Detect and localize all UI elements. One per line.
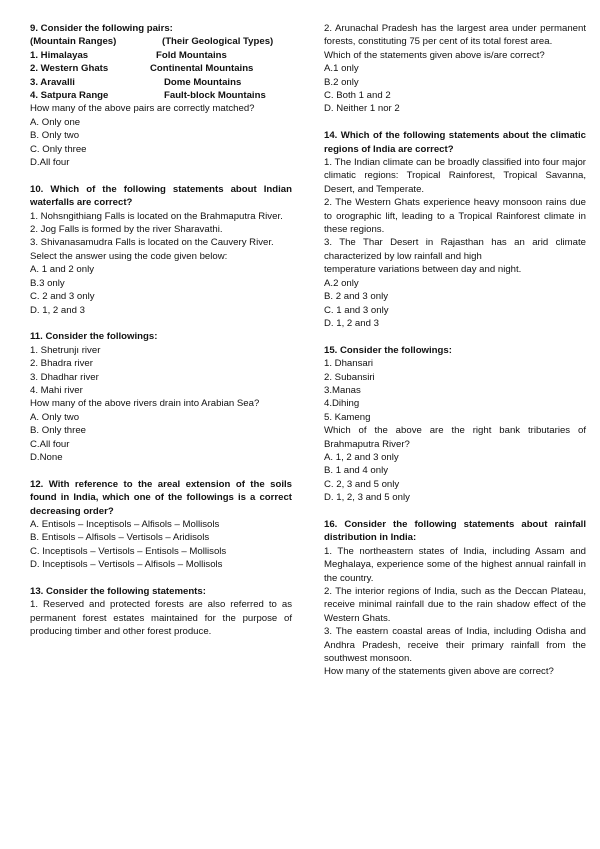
pair-header: [30, 35, 292, 48]
question-title: 12. With reference to the areal extension of the soils found in India, which one of the followings is a correct decreasing order?: [30, 478, 292, 517]
pair-row: [30, 49, 292, 62]
statement: 2. Arunachal Pradesh has the largest area under permanent forests, constituting 75 per cent of its total forest area.: [324, 23, 586, 48]
question-10: [30, 183, 292, 317]
option-c: C.All four: [30, 438, 70, 450]
option-b: B. 2 and 3 only: [324, 291, 389, 303]
question-title: 13. Consider the following statements:: [30, 586, 206, 597]
question-prompt: How many of the statements given above are correct?: [324, 666, 554, 678]
option-a: A. 1 and 2 only: [30, 264, 95, 276]
question-title: 10. Which of the following statements about Indian waterfalls are correct?: [30, 183, 292, 209]
option-b: B. Only two: [30, 130, 80, 142]
option-c: C. Both 1 and 2: [324, 90, 391, 102]
list-item: 1. Shetrunjı river: [30, 344, 101, 356]
right-column: [324, 22, 586, 692]
question-prompt: Select the answer using the code given below:: [30, 250, 228, 262]
question-prompt: Which of the statements given above is/are correct?: [324, 49, 545, 61]
list-item: 2. Subansiri: [324, 371, 375, 383]
question-16: [324, 518, 586, 679]
list-item: 2. Bhadra river: [30, 358, 93, 370]
header-geological-types: (Their Geological Types): [162, 36, 274, 48]
question-11: [30, 330, 292, 464]
option-c: C. 2 and 3 only: [30, 291, 95, 303]
question-prompt: Which of the above are the right bank tributaries of Brahmaputra River?: [324, 425, 586, 450]
statement: 3. The eastern coastal areas of India, including Odisha and Andhra Pradesh, receive their primary rainfall from the southwest monsoon.: [324, 626, 586, 665]
header-mountain-ranges: (Mountain Ranges): [30, 36, 117, 48]
pair-item: 2. Western Ghats: [30, 63, 109, 75]
pair-match: Fault-block Mountains: [164, 90, 266, 102]
question-13-continued: [324, 22, 586, 116]
statement: 3. Shivanasamudra Falls is located on the Cauvery River.: [30, 237, 274, 249]
option-a: A. 1, 2 and 3 only: [324, 451, 399, 463]
statement: 1. The northeastern states of India, including Assam and Meghalaya, experience some of the highest annual rainfall in the country.: [324, 545, 586, 584]
option-a: A. Only two: [30, 411, 80, 423]
list-item: 1. Dhansari: [324, 358, 374, 370]
list-item: 3. Dhadhar river: [30, 371, 99, 383]
statement: 2. The Western Ghats experience heavy monsoon rains due to orographic lift, leading to a Tropical Rainforest climate in these regions.: [324, 197, 586, 236]
option-b: B.2 only: [324, 76, 359, 88]
statement: 2. Jog Falls is formed by the river Sharavathi.: [30, 224, 223, 236]
list-item: 3.Manas: [324, 384, 361, 396]
pair-match: Dome Mountains: [164, 76, 242, 88]
pair-item: 3. Aravalli: [30, 76, 75, 88]
statement: 1. Reserved and protected forests are also referred to as permanent forest estates maintained for the purpose of producing timber and other forest produce.: [30, 599, 292, 638]
option-b: B.3 only: [30, 277, 65, 289]
pair-item: 4. Satpura Range: [30, 90, 109, 102]
option-c: C. 1 and 3 only: [324, 304, 389, 316]
statement: 2. The interior regions of India, such as the Deccan Plateau, receive minimal rainfall due to the rain shadow effect of the Western Ghats.: [324, 586, 586, 624]
pair-item: 1. Himalayas: [30, 49, 89, 61]
pair-match: Fold Mountains: [156, 49, 227, 61]
option-d: D. Inceptisols – Vertisols – Alfisols – Mollisols: [30, 559, 223, 571]
option-d: D. Neither 1 nor 2: [324, 103, 400, 115]
statement: 1. The Indian climate can be broadly classified into four major climatic regions: Tropical Rainforest, Tropical Savanna, Desert, and Temperate.: [324, 157, 586, 195]
option-c: C. Inceptisols – Vertisols – Entisols – Mollisols: [30, 545, 227, 557]
option-d: D. 1, 2 and 3: [30, 304, 85, 316]
statement: temperature variations between day and night.: [324, 264, 522, 276]
option-d: D. 1, 2 and 3: [324, 317, 379, 329]
question-title: 11. Consider the followings:: [30, 331, 158, 343]
question-15: [324, 344, 586, 505]
list-item: 4. Mahi river: [30, 384, 83, 396]
question-12: [30, 478, 292, 572]
question-title: 14. Which of the following statements about the climatic regions of India are correct?: [324, 130, 586, 155]
option-a: A.2 only: [324, 277, 359, 289]
pair-row: [30, 89, 292, 102]
question-title: 16. Consider the following statements about rainfall distribution in India:: [324, 518, 586, 544]
question-title: 9. Consider the following pairs:: [30, 23, 173, 34]
option-c: C. 2, 3 and 5 only: [324, 478, 400, 490]
question-13: [30, 585, 292, 639]
option-d: D.None: [30, 451, 63, 463]
pair-row: [30, 76, 292, 89]
option-b: B. 1 and 4 only: [324, 465, 389, 477]
question-prompt: How many of the above pairs are correctly matched?: [30, 103, 255, 115]
question-prompt: How many of the above rivers drain into Arabian Sea?: [30, 398, 260, 410]
question-9: [30, 22, 292, 169]
option-a: A.1 only: [324, 63, 359, 75]
statement: 3. The Thar Desert in Rajasthan has an arid climate characterized by low rainfall and high: [324, 237, 586, 262]
option-d: D.All four: [30, 157, 70, 169]
pair-row: [30, 62, 292, 75]
statement: 1. Nohsngithiang Falls is located on the Brahmaputra River.: [30, 210, 283, 222]
question-14: [324, 129, 586, 330]
left-column: [30, 22, 292, 652]
option-d: D. 1, 2, 3 and 5 only: [324, 492, 410, 504]
question-title: 15. Consider the followings:: [324, 344, 452, 356]
option-a: A. Entisols – Inceptisols – Alfisols – Mollisols: [30, 518, 220, 530]
option-c: C. Only three: [30, 143, 87, 155]
list-item: 5. Kameng: [324, 411, 371, 423]
option-b: B. Entisols – Alfisols – Vertisols – Aridisols: [30, 532, 210, 544]
list-item: 4.Dihing: [324, 398, 360, 410]
pair-match: Continental Mountains: [150, 63, 254, 75]
option-b: B. Only three: [30, 425, 86, 437]
option-a: A. Only one: [30, 116, 81, 128]
